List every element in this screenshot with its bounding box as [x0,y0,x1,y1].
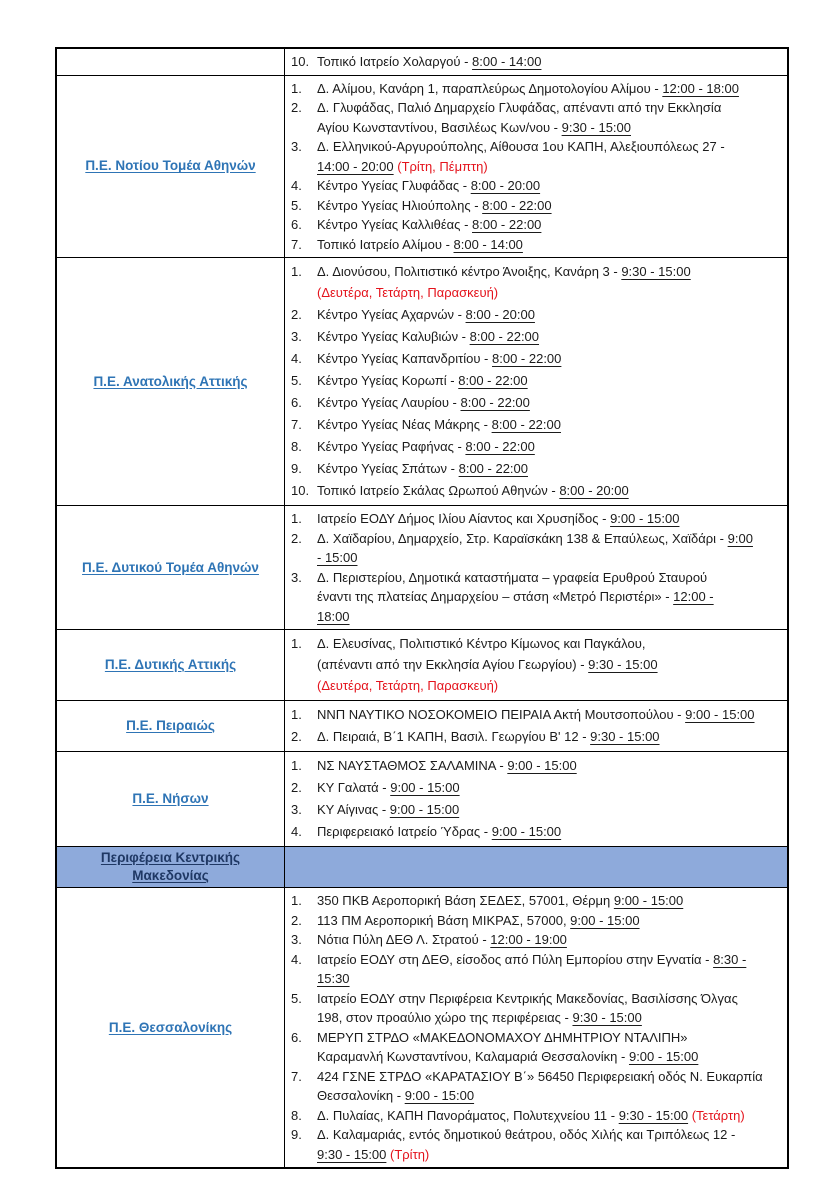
table-row [57,75,787,258]
hours-text: 8:00 - 22:00 [458,373,528,388]
item-number: 3. [291,802,302,817]
item-number: 8. [291,1107,302,1123]
item-body [317,568,779,627]
location-item [291,704,779,725]
item-number: 1. [291,80,302,96]
region-cell [57,701,285,751]
item-text: Ιατρείο ΕΟΔΥ Δήμος Ιλίου Αίαντος και Χρυσηίδος - [317,511,611,526]
location-item [291,1067,779,1106]
item-text: Ιατρείο ΕΟΔΥ στην Περιφέρεια Κεντρικής Μακεδονίας, Βασιλίσσης Όλγας [317,990,738,1006]
item-text: Τοπικό Ιατρείο Σκάλας Ωρωπού Αθηνών - [317,483,560,498]
days-note: (Δευτέρα, Τετάρτη, Παρασκευή) [317,285,499,300]
hours-text: 8:00 - 20:00 [470,178,541,193]
item-text: Τοπικό Ιατρείο Αλίμου - [317,236,454,252]
item-text: ΚΥ Γαλατά - [317,780,391,795]
item-body [317,436,779,457]
location-item [291,930,779,950]
region-link[interactable]: Π.Ε. Δυτικής Αττικής [104,657,237,672]
item-number: 4. [291,178,302,193]
hours-text: 9:30 - 15:00 [317,1146,387,1162]
table-row [57,751,787,846]
location-item [291,568,779,627]
item-text: ΝΣ ΝΑΥΣΤΑΘΜΟΣ ΣΑΛΑΜΙΝΑ - [317,758,508,773]
item-number: 5. [291,373,302,388]
hours-text: 9:00 - 15:00 [685,707,755,722]
item-number: 1. [291,511,302,526]
region-cell [57,630,285,700]
location-item [291,726,779,747]
item-number: 6. [291,1029,302,1045]
item-number: 9. [291,1127,302,1142]
location-item [291,911,779,931]
region-link[interactable]: Π.Ε. Νοτίου Τομέα Αθηνών [85,158,256,174]
item-body [317,891,779,911]
item-text: Κέντρο Υγείας Καλυβιών - [317,329,470,344]
location-item [291,777,779,798]
item-number: 2. [291,307,302,322]
item-text: Κέντρο Υγείας Κορωπί - [317,373,459,388]
table-row [57,257,787,505]
table-row [57,700,787,751]
hours-text: 9:00 - 15:00 [507,758,577,773]
item-number: 4. [291,951,302,967]
location-item [291,950,779,989]
location-item [291,1028,779,1067]
region-cell [57,49,285,75]
item-body [317,196,779,216]
item-body [317,215,779,235]
item-body [317,480,779,501]
hours-text: 8:00 - 22:00 [482,197,552,213]
location-item [291,633,779,696]
item-text: ΚΥ Αίγινας - [317,802,390,817]
item-body [317,52,779,72]
item-text: Κέντρο Υγείας Λαυρίου - [317,395,461,410]
location-item [291,509,779,529]
hours-text: 8:00 - 20:00 [465,307,535,322]
item-number: 6. [291,395,302,410]
item-text: Θεσσαλονίκη - [317,1088,405,1103]
item-number: 9. [291,461,302,476]
location-item [291,529,779,568]
item-number: 1. [291,264,302,279]
location-item [291,304,779,325]
item-body [317,370,779,391]
location-item [291,98,779,137]
item-text: ΜΕΡΥΠ ΣΤΡΔΟ «ΜΑΚΕΔΟΝΟΜΑΧΟΥ ΔΗΜΗΤΡΙΟΥ ΝΤΑΛΙΠΗ» [317,1029,688,1045]
region-link[interactable]: Π.Ε. Ανατολικής Αττικής [93,373,248,389]
location-item [291,480,779,501]
item-text: 113 ΠΜ Αεροπορική Βάση ΜΙΚΡΑΣ, 57000, [317,912,571,928]
days-note: (Δευτέρα, Τετάρτη, Παρασκευή) [317,678,499,693]
item-body [317,755,779,776]
item-body [317,392,779,413]
location-item [291,436,779,457]
item-body [317,950,779,989]
region-cell [57,76,285,258]
item-body [317,414,779,435]
hours-text: 9:00 - 15:00 [570,912,640,928]
item-number: 1. [291,758,302,773]
section-header-link[interactable]: Περιφέρεια Κεντρικής Μακεδονίας [100,850,241,883]
item-body [317,509,779,529]
locations-cell [285,258,787,505]
item-number: 3. [291,932,302,947]
hours-text: 8:00 - 14:00 [472,54,542,69]
item-number: 4. [291,351,302,366]
item-text: Κέντρο Υγείας Αχαρνών - [317,307,466,322]
region-cell [57,888,285,1167]
item-text: Δ. Περιστερίου, Δημοτικά καταστήματα – γραφεία Ερυθρού Σταυρού [317,569,708,585]
hours-text: 8:00 - 20:00 [559,483,629,498]
location-item [291,1125,779,1164]
locations-cell [285,847,787,887]
item-number: 5. [291,197,302,213]
item-number: 7. [291,1068,302,1084]
days-note: (Τρίτη, Πέμπτη) [397,158,488,174]
item-number: 4. [291,824,302,839]
item-text: ΝΝΠ ΝΑΥΤΙΚΟ ΝΟΣΟΚΟΜΕΙΟ ΠΕΙΡΑΙΑ Ακτή Μουτσοπούλου - [317,707,686,722]
table-row [57,505,787,629]
item-text: Ιατρείο ΕΟΔΥ στη ΔΕΘ, είσοδος από Πύλη Εμπορίου στην Εγνατία - [317,951,714,967]
region-cell [57,258,285,505]
hours-text: 9:30 - 15:00 [572,1010,642,1025]
days-note: (Τρίτη) [390,1146,430,1162]
hours-text: 9:00 - 15:00 [491,824,562,839]
hours-text: 9:00 - 15:00 [613,893,684,908]
item-text: Κέντρο Υγείας Καλλιθέας - [317,217,473,232]
item-body [317,1028,779,1067]
location-item [291,326,779,347]
item-number: 6. [291,217,302,232]
location-item [291,348,779,369]
location-item [291,891,779,911]
hours-text: 8:00 - 22:00 [465,439,535,454]
hours-text: 9:00 - 15:00 [390,780,460,795]
item-text: 350 ΠΚΒ Αεροπορική Βάση ΣΕΔΕΣ, 57001, Θέρμη [317,893,614,908]
hours-text: 9:30 - 15:00 [561,119,631,135]
location-item [291,821,779,842]
item-text: Νότια Πύλη ΔΕΘ Λ. Στρατού - [317,932,491,947]
hours-text: 9:30 - 15:00 [588,657,658,672]
item-number: 3. [291,329,302,344]
item-body [317,799,779,820]
item-body [317,458,779,479]
item-body [317,930,779,950]
locations-cell [285,76,787,258]
hours-text: 8:00 - 22:00 [460,395,530,410]
item-body [317,261,779,303]
item-text: Καραμανλή Κωνσταντίνου, Καλαμαριά Θεσσαλονίκη - [317,1049,629,1064]
item-number: 1. [291,707,302,722]
item-text: έναντι της πλατείας Δημαρχείου – στάση «Μετρό Περιστέρι» - [317,589,674,604]
hours-text: 9:30 - 15:00 [621,264,691,279]
item-number: 5. [291,990,302,1006]
item-text: Κέντρο Υγείας Ηλιούπολης - [317,197,483,213]
region-link[interactable]: Π.Ε. Νήσων [132,791,209,806]
item-text: Δ. Ελευσίνας, Πολιτιστικό Κέντρο Κίμωνος και Παγκάλου, [317,636,646,651]
hours-text: 8:00 - 22:00 [491,417,561,432]
item-text: Κέντρο Υγείας Ραφήνας - [317,439,466,454]
location-item [291,755,779,776]
item-body [317,633,779,696]
item-body [317,235,779,255]
location-item [291,370,779,391]
item-text: Δ. Πυλαίας, ΚΑΠΗ Πανοράματος, Πολυτεχνείου 11 - [317,1107,619,1123]
table-row [57,49,787,75]
table-row [57,629,787,700]
item-number: 7. [291,236,302,252]
hours-text: 18:00 [317,608,350,624]
hours-text: 8:00 - 22:00 [469,329,540,344]
item-text: 198, στον προαύλιο χώρο της περιφέρειας - [317,1010,573,1025]
item-number: 2. [291,100,302,115]
region-link[interactable]: Π.Ε. Πειραιώς [126,718,215,733]
location-item [291,235,779,255]
locations-cell [285,506,787,629]
hours-text: 8:00 - 22:00 [472,217,542,232]
item-text: Αγίου Κωνσταντίνου, Βασιλέως Κων/νου - [317,119,562,135]
location-item [291,176,779,196]
item-number: 10. [291,54,310,69]
location-item [291,196,779,216]
locations-cell [285,888,787,1167]
hours-text: 9:00 - 15:00 [389,802,460,817]
region-cell [57,847,285,887]
item-text: Δ. Αλίμου, Κανάρη 1, παραπλεύρως Δημοτολογίου Αλίμου - [317,80,663,96]
location-item [291,215,779,235]
table-row [57,887,787,1167]
item-text: Κέντρο Υγείας Γλυφάδας - [317,178,471,193]
item-text: Κέντρο Υγείας Σπάτων - [317,461,459,476]
item-text: Δ. Καλαμαριάς, εντός δημοτικού θεάτρου, οδός Χιλής και Τριπόλεως 12 - [317,1127,736,1142]
days-note: (Τετάρτη) [691,1107,745,1123]
item-body [317,79,779,99]
location-item [291,392,779,413]
item-number: 2. [291,912,302,928]
hours-text: 9:30 - 15:00 [618,1107,689,1123]
item-number: 1. [291,636,302,651]
hours-text: 12:00 - 18:00 [662,80,739,96]
region-link[interactable]: Π.Ε. Δυτικού Τομέα Αθηνών [82,559,259,575]
hours-text: 9:00 - 15:00 [628,1049,699,1064]
item-text: Κέντρο Υγείας Νέας Μάκρης - [317,417,492,432]
locations-cell [285,701,787,751]
item-body [317,1067,779,1106]
hours-text: 9:00 - 15:00 [610,511,680,526]
item-body [317,726,779,747]
item-text: Κέντρο Υγείας Καπανδριτίου - [317,351,492,366]
item-body [317,529,779,568]
hours-text: 8:00 - 22:00 [458,461,528,476]
location-item [291,137,779,176]
hours-text: 9:00 [727,530,753,546]
location-item [291,458,779,479]
locations-cell [285,49,787,75]
hours-text: 8:00 - 22:00 [492,351,562,366]
item-text: Περιφερειακό Ιατρείο Ύδρας - [317,824,492,839]
item-text: Δ. Πειραιά, Β΄1 ΚΑΠΗ, Βασιλ. Γεωργίου Β' 12 - [317,729,591,744]
location-item [291,1106,779,1126]
item-number: 7. [291,417,302,432]
item-text: Δ. Ελληνικού-Αργυρούπολης, Αίθουσα 1ου ΚΑΠΗ, Αλεξιουπόλεως 27 - [317,139,725,154]
item-body [317,348,779,369]
location-item [291,79,779,99]
hours-text: 14:00 - 20:00 [317,158,394,174]
locations-cell [285,752,787,846]
hours-text: 9:30 - 15:00 [590,729,660,744]
item-body [317,989,779,1028]
locations-cell [285,630,787,700]
item-text: Τοπικό Ιατρείο Χολαργού - [317,54,473,69]
region-cell [57,506,285,629]
item-body [317,304,779,325]
item-body [317,821,779,842]
section-header-row [57,846,787,887]
item-body [317,326,779,347]
schedule-table [55,47,789,1169]
item-body [317,176,779,196]
hours-text: - 15:00 [317,550,358,565]
item-number: 2. [291,530,302,546]
item-body [317,137,779,176]
item-text: Δ. Διονύσου, Πολιτιστικό κέντρο Άνοιξης, Κανάρη 3 - [317,264,622,279]
location-item [291,799,779,820]
item-number: 3. [291,569,302,585]
item-number: 8. [291,439,302,454]
location-item [291,261,779,303]
item-text: 424 ΓΣΝΕ ΣΤΡΔΟ «ΚΑΡΑΤΑΣΙΟΥ Β΄» 56450 Περιφερειακή οδός Ν. Ευκαρπία [317,1068,763,1084]
hours-text: 8:30 - [713,951,747,967]
hours-text: 12:00 - 19:00 [490,932,567,947]
item-number: 10. [291,483,310,498]
item-body [317,1106,779,1126]
item-body [317,777,779,798]
location-item [291,52,779,72]
item-number: 2. [291,780,302,795]
item-body [317,911,779,931]
location-item [291,989,779,1028]
item-text: Δ. Γλυφάδας, Παλιό Δημαρχείο Γλυφάδας, απέναντι από την Εκκλησία [317,100,722,115]
hours-text: 9:00 - 15:00 [404,1088,475,1103]
location-item [291,414,779,435]
item-body [317,704,779,725]
region-cell [57,752,285,846]
item-number: 2. [291,729,302,744]
item-number: 1. [291,893,302,908]
region-link[interactable]: Π.Ε. Θεσσαλονίκης [108,1019,233,1035]
item-text: (απέναντι από την Εκκλησία Αγίου Γεωργίου) - [317,657,589,672]
hours-text: 8:00 - 14:00 [453,236,523,252]
item-text: Δ. Χαϊδαρίου, Δημαρχείο, Στρ. Καραϊσκάκη 138 & Επαύλεως, Χαϊδάρι - [317,530,728,546]
item-number: 3. [291,139,302,154]
hours-text: 15:30 [317,971,350,986]
hours-text: 12:00 - [673,589,714,604]
item-body [317,1125,779,1164]
item-body [317,98,779,137]
